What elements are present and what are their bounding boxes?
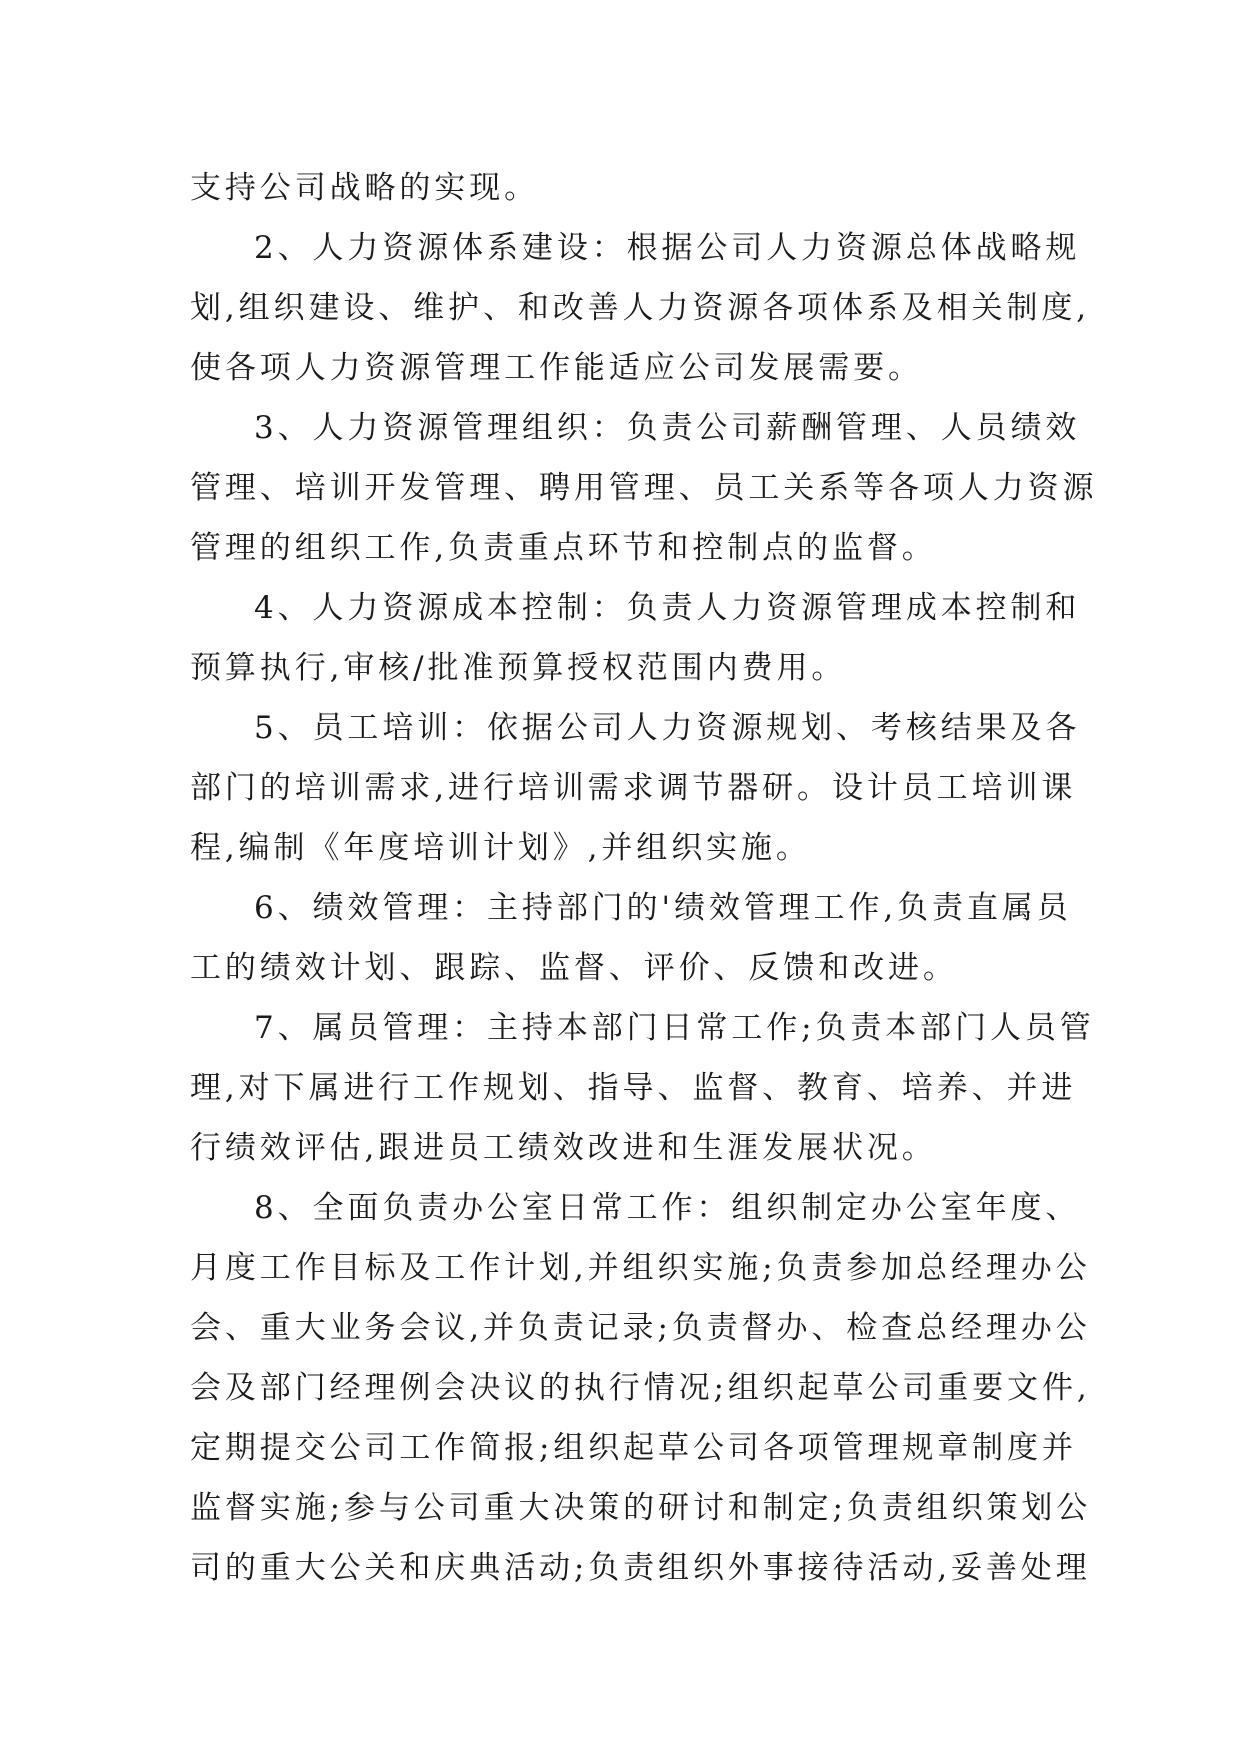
text-line: 2、人力资源体系建设：根据公司人力资源总体战略规: [254, 230, 1081, 266]
text-line: 管理的组织工作,负责重点环节和控制点的监督。: [190, 530, 937, 566]
document-body: [190, 158, 1098, 1598]
text-line: 管理、培训开发管理、聘用管理、员工关系等各项人力资源: [190, 470, 1098, 506]
text-line: 月度工作目标及工作计划,并组织实施;负责参加总经理办公: [190, 1250, 1091, 1286]
text-line: 行绩效评估,跟进员工绩效改进和生涯发展状况。: [190, 1130, 937, 1166]
text-line: 会、重大业务会议,并负责记录;负责督办、检查总经理办公: [190, 1310, 1091, 1346]
text-line: 4、人力资源成本控制：负责人力资源管理成本控制和: [254, 590, 1081, 626]
text-line: 3、人力资源管理组织：负责公司薪酬管理、人员绩效: [254, 410, 1081, 446]
text-line: 5、员工培训：依据公司人力资源规划、考核结果及各: [254, 710, 1081, 746]
text-line: 8、全面负责办公室日常工作：组织制定办公室年度、: [254, 1190, 1081, 1226]
text-line: 部门的培训需求,进行培训需求调节器研。设计员工培训课: [190, 770, 1077, 806]
text-line: 监督实施;参与公司重大决策的研讨和制定;负责组织策划公: [190, 1490, 1092, 1526]
text-line: 理,对下属进行工作规划、指导、监督、教育、培养、并进: [190, 1070, 1077, 1106]
text-line: 预算执行,审核/批准预算授权范围内费用。: [190, 650, 847, 686]
text-line: 划,组织建设、维护、和改善人力资源各项体系及相关制度,: [190, 290, 1091, 326]
text-line: 程,编制《年度培训计划》,并组织实施。: [190, 830, 811, 866]
text-line: 定期提交公司工作简报;组织起草公司各项管理规章制度并: [190, 1430, 1077, 1466]
text-line: 支持公司战略的实现。: [190, 170, 539, 206]
text-line: 司的重大公关和庆典活动;负责组织外事接待活动,妥善处理: [190, 1550, 1091, 1586]
text-line: 6、绩效管理：主持部门的'绩效管理工作,负责直属员: [254, 890, 1072, 926]
text-line: 会及部门经理例会决议的执行情况;组织起草公司重要文件,: [190, 1370, 1091, 1406]
text-line: 7、属员管理：主持本部门日常工作;负责本部门人员管: [254, 1010, 1095, 1046]
text-line: 工的绩效计划、跟踪、监督、评价、反馈和改进。: [190, 950, 958, 986]
text-line: 使各项人力资源管理工作能适应公司发展需要。: [190, 350, 923, 386]
